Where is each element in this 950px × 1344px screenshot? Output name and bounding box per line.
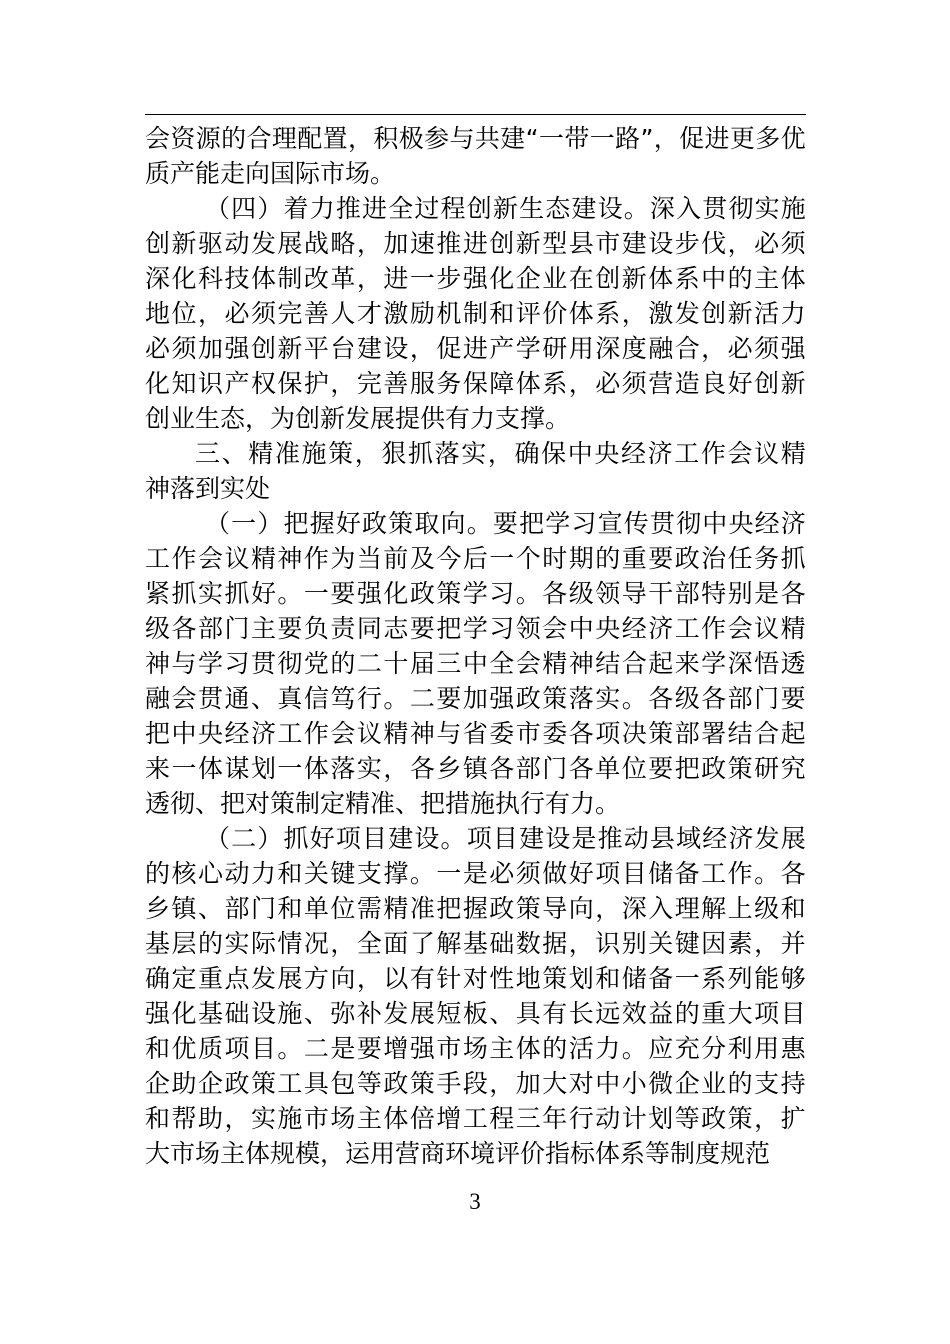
text-line: 化 知 识 产 权 保 护 ， 完 善 服 务 保 障 体 系 ， 必 须 营 造 良 好 创 新	[145, 369, 806, 398]
text-line: 融 会 贯 通 、 真 信 笃 行 。 二 要 加 强 政 策 落 实 。 各 级 各 部 门 要	[145, 684, 806, 713]
text-line: 深 化 科 技 体 制 改 革 ， 进 一 步 强 化 企 业 在 创 新 体 系 中 的 主 体	[145, 264, 806, 293]
text-line: 和 优 质 项 目 。 二 是 要 增 强 市 场 主 体 的 活 力 。 应 充 分 利 用 惠	[145, 1034, 806, 1063]
text-line: 质产能走向国际市场。	[145, 159, 396, 188]
text-line: 来 一 体 谋 划 一 体 落 实 ， 各 乡 镇 各 部 门 各 单 位 要 把 政 策 研 究	[145, 754, 806, 783]
text-line: （ 四 ） 着 力 推 进 全 过 程 创 新 生 态 建 设 。 深 入 贯 彻 实 施	[205, 194, 806, 223]
text-line: 必 须 加 强 创 新 平 台 建 设 ， 促 进 产 学 研 用 深 度 融 合 ， 必 须 强	[145, 334, 806, 363]
paragraph	[145, 191, 806, 436]
text-line: （ 一 ） 把 握 好 政 策 取 向 。 要 把 学 习 宣 传 贯 彻 中 央 经 济	[205, 509, 806, 538]
text-line: 确 定 重 点 发 展 方 向 ， 以 有 针 对 性 地 策 划 和 储 备 一 系 列 能 够	[145, 964, 806, 993]
text-line: 创业生态，为创新发展提供有力支撑。	[145, 404, 571, 433]
text-line: 地 位 ， 必 须 完 善 人 才 激 励 机 制 和 评 价 体 系 ， 激 发 创 新 活 力	[145, 299, 806, 328]
text-line: 的 核 心 动 力 和 关 键 支 撑 。 一 是 必 须 做 好 项 目 储 备 工 作 。 各	[145, 859, 806, 888]
text-line: 神落到实处	[145, 474, 271, 503]
text-line: 和 帮 助 ， 实 施 市 场 主 体 倍 增 工 程 三 年 行 动 计 划 等 政 策 ， 扩	[145, 1104, 806, 1133]
text-line: 基 层 的 实 际 情 况 ， 全 面 了 解 基 础 数 据 ， 识 别 关 键 因 素 ， 并	[145, 929, 806, 958]
text-line: （ 二 ） 抓 好 项 目 建 设 。 项 目 建 设 是 推 动 县 域 经 济 发 展	[205, 824, 806, 853]
paragraph	[145, 506, 806, 821]
text-line: 把 中 央 经 济 工 作 会 议 精 神 与 省 委 市 委 各 项 决 策 部 署 结 合 起	[145, 719, 806, 748]
text-line: 透彻、把对策制定精准、把措施执行有力。	[145, 789, 621, 818]
text-line: 工 作 会 议 精 神 作 为 当 前 及 今 后 一 个 时 期 的 重 要 政 治 任 务 抓	[145, 544, 806, 573]
text-line: 创 新 驱 动 发 展 战 略 ， 加 速 推 进 创 新 型 县 市 建 设 步 伐 ， 必 须	[145, 229, 806, 258]
text-line: 乡 镇 、 部 门 和 单 位 需 精 准 把 握 政 策 导 向 ， 深 入 理 解 上 级 和	[145, 894, 806, 923]
text-line: 大市场主体规模，运用营商环境评价指标体系等制度规范	[145, 1139, 771, 1168]
text-line: 神 与 学 习 贯 彻 党 的 二 十 届 三 中 全 会 精 神 结 合 起 来 学 深 悟 透	[145, 649, 806, 678]
paragraph	[145, 121, 806, 191]
paragraph	[145, 821, 806, 1171]
text-line: 强 化 基 础 设 施 、 弥 补 发 展 短 板 、 具 有 长 远 效 益 的 重 大 项 目	[145, 999, 806, 1028]
page-number: 3	[469, 1189, 481, 1214]
document-body	[145, 121, 806, 1171]
paragraph	[145, 436, 806, 506]
text-line: 紧 抓 实 抓 好 。 一 要 强 化 政 策 学 习 。 各 级 领 导 干 部 特 别 是 各	[145, 579, 806, 608]
text-line: 级 各 部 门 主 要 负 责 同 志 要 把 学 习 领 会 中 央 经 济 工 作 会 议 精	[145, 614, 806, 643]
text-line: 会 资 源 的 合 理 配 置 ， 积 极 参 与 共 建 “ 一 带 一 路 ” ， 促 进 更 多 优	[145, 124, 806, 153]
header-rule	[145, 114, 806, 115]
text-line: 三 、 精 准 施 策 ， 狠 抓 落 实 ， 确 保 中 央 经 济 工 作 会 议 精	[195, 439, 806, 468]
text-line: 企 助 企 政 策 工 具 包 等 政 策 手 段 ， 加 大 对 中 小 微 企 业 的 支 持	[145, 1069, 806, 1098]
